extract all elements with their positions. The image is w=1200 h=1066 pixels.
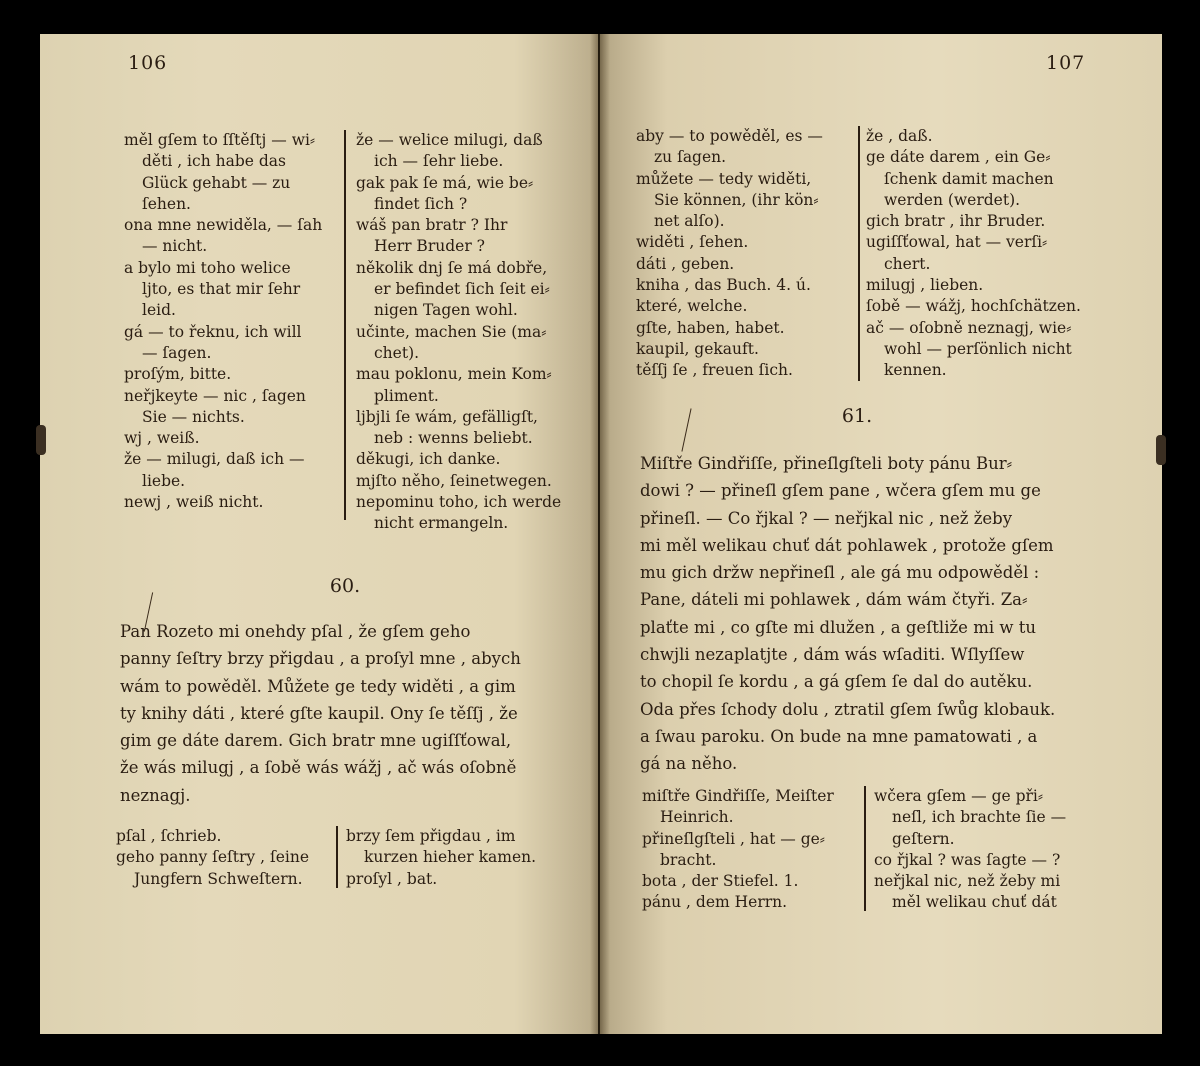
paragraph-line: Pan Rozeto mi onehdy pſal , že gſem geho — [120, 622, 471, 641]
lesson-paragraph-60 — [120, 618, 521, 809]
vocab-line: pánu , dem Herrn. — [642, 893, 788, 912]
vocab-line: kennen. — [884, 361, 947, 380]
page-number-right: 107 — [1046, 52, 1086, 74]
paragraph-line: wám to powěděl. Můžete ge tedy widěti , a gim — [120, 676, 516, 696]
vocab-line: že — milugi, daß ich — — [124, 450, 305, 469]
vocab-line: děti , ich habe das — [142, 152, 286, 171]
vocab-line: kaupil, gekauft. — [636, 339, 759, 358]
vocab-line: Herr Bruder ? — [374, 237, 485, 256]
vocab-line: Glück gehabt — zu — [142, 173, 291, 192]
vocab-line: proſyl , bat. — [346, 869, 438, 888]
paragraph-line: a ſwau paroku. On bude na mne pamatowati , a — [640, 726, 1038, 746]
vocab-line: dáti , geben. — [636, 254, 735, 273]
vocab-line: ich — ſehr liebe. — [374, 152, 504, 171]
vocab-line: bracht. — [660, 850, 717, 869]
vocab-line: ona mne newiděla, — ſah — [124, 216, 323, 235]
paragraph-line: to chopil ſe kordu , a gá gſem ſe dal do autěku. — [640, 672, 1033, 692]
paragraph-line: panny ſeſtry brzy přigdau , a proſyl mne , abych — [120, 649, 521, 669]
vocab-line: měl welikau chuť dát — [892, 893, 1057, 912]
column-rule — [858, 126, 860, 381]
vocab-line: werden (werdet). — [884, 190, 1021, 209]
vocab-line: geho panny ſeſtry , ſeine — [116, 848, 309, 867]
vocab-line: bota , der Stiefel. 1. — [642, 872, 799, 891]
paragraph-line: plaťte mi , co gſte mi dlužen , a geſtliže mi w tu — [640, 617, 1036, 637]
vocab-line: geſtern. — [892, 829, 955, 848]
vocab-line: liebe. — [142, 471, 186, 490]
paragraph-line: gá na něho. — [640, 754, 738, 774]
vocab-column-bottom-left — [642, 786, 834, 914]
vocab-column-bottom-left — [116, 826, 309, 890]
vocab-line: — nicht. — [142, 237, 208, 256]
vocab-line: ač — oſobně neznagj, wie⸗ — [866, 318, 1072, 337]
vocab-line: které, welche. — [636, 297, 748, 316]
vocab-line: newj , weiß nicht. — [124, 493, 264, 512]
vocab-line: milugj , lieben. — [866, 276, 984, 295]
vocab-line: Sie — nichts. — [142, 407, 245, 426]
vocab-line: wj , weiß. — [124, 429, 200, 448]
vocab-line: leid. — [142, 301, 176, 320]
paragraph-line: neznagj. — [120, 785, 191, 805]
vocab-column-bottom-right — [346, 826, 536, 890]
vocab-line: těſſj ſe , freuen ſich. — [636, 361, 793, 380]
paragraph-line: ty knihy dáti , které gſte kaupil. Ony ſe těſſj , že — [120, 703, 518, 723]
vocab-line: wáš pan bratr ? Ihr — [356, 216, 508, 235]
vocab-line: Heinrich. — [660, 808, 734, 827]
vocab-column-top-left — [636, 126, 823, 382]
vocab-column-top-right — [866, 126, 1081, 382]
vocab-line: neſl, ich brachte ſie — — [892, 808, 1067, 827]
paragraph-line: Miſtře Gindřiſſe, přineſlgſteli boty pánu Bur⸗ — [640, 454, 1013, 473]
vocab-column-top-right — [356, 130, 561, 535]
vocab-line: — ſagen. — [142, 343, 212, 362]
column-rule — [344, 130, 346, 520]
vocab-line: mau poklonu, mein Kom⸗ — [356, 365, 552, 384]
vocab-column-bottom-right — [874, 786, 1066, 914]
vocab-line: wohl — perſönlich nicht — [884, 339, 1072, 358]
vocab-line: že , daß. — [866, 127, 933, 145]
paragraph-line: dowi ? — přineſl gſem pane , wčera gſem mu ge — [640, 481, 1041, 501]
column-rule — [336, 826, 338, 888]
paragraph-line: mu gich držw nepřineſl , ale gá mu odpowěděl : — [640, 563, 1040, 583]
vocab-line: přineſlgſteli , hat — ge⸗ — [642, 829, 825, 848]
vocab-line: chert. — [884, 254, 931, 273]
vocab-line: co řjkal ? was ſagte — ? — [874, 850, 1061, 869]
vocab-line: můžete — tedy widěti, — [636, 169, 812, 188]
vocab-line: ſobě — wážj, hochſchätzen. — [866, 297, 1081, 316]
vocab-line: miſtře Gindřiſſe, Meiſter — [642, 787, 834, 805]
vocab-line: neřjkeyte — nic , ſagen — [124, 386, 306, 405]
vocab-line: wčera gſem — ge při⸗ — [874, 787, 1044, 805]
section-number-60: 60. — [329, 575, 361, 597]
vocab-line: mjſto něho, ſeinetwegen. — [356, 471, 552, 490]
vocab-line: Jungfern Schweſtern. — [134, 869, 303, 888]
vocab-line: gá — to řeknu, ich will — [124, 322, 302, 341]
vocab-line: gak pak ſe má, wie be⸗ — [356, 173, 534, 192]
vocab-line: nepominu toho, ich werde — [356, 493, 562, 512]
vocab-line: pſal , ſchrieb. — [116, 827, 222, 845]
vocab-column-top-left — [124, 130, 322, 513]
vocab-line: několik dnj ſe má dobře, — [356, 258, 548, 277]
vocab-line: gſte, haben, habet. — [636, 318, 785, 337]
section-number-61: 61. — [841, 405, 873, 427]
vocab-line: chet). — [374, 343, 420, 362]
paragraph-line: přineſl. — Co řjkal ? — neřjkal nic , než žeby — [640, 508, 1013, 528]
paragraph-line: chwjli nezaplatjte , dám wás wſaditi. Wſlyſſew — [640, 645, 1025, 665]
vocab-line: brzy ſem přigdau , im — [346, 827, 516, 845]
paragraph-line: že wás milugj , a ſobě wás wážj , ač wás oſobně — [120, 758, 517, 778]
paragraph-line: Oda přes ſchody dolu , ztratil gſem ſwůg klobauk. — [640, 699, 1056, 719]
vocab-line: net alſo). — [654, 212, 725, 231]
vocab-line: nicht ermangeln. — [374, 514, 509, 533]
vocab-line: kurzen hieher kamen. — [364, 848, 537, 867]
vocab-line: pliment. — [374, 386, 439, 405]
vocab-line: ſehen. — [142, 194, 191, 213]
vocab-line: gich bratr , ihr Bruder. — [866, 212, 1046, 231]
vocab-line: zu ſagen. — [654, 148, 727, 167]
vocab-line: neřjkal nic, než žeby mi — [874, 872, 1061, 891]
vocab-line: findet ſich ? — [374, 194, 468, 213]
page-edge-tab-right — [1156, 435, 1166, 465]
vocab-line: aby — to powěděl, es — — [636, 127, 823, 145]
vocab-line: widěti , ſehen. — [636, 233, 749, 252]
vocab-line: děkugi, ich danke. — [356, 450, 501, 469]
vocab-line: Sie können, (ihr kön⸗ — [654, 190, 819, 209]
vocab-line: kniha , das Buch. 4. ú. — [636, 276, 811, 295]
column-rule — [864, 786, 866, 911]
vocab-line: učinte, machen Sie (ma⸗ — [356, 322, 547, 341]
lesson-paragraph-61 — [640, 450, 1055, 778]
paragraph-line: gim ge dáte darem. Gich bratr mne ugiſſťowal, — [120, 731, 512, 751]
vocab-line: ge dáte darem , ein Ge⸗ — [866, 148, 1051, 167]
page-number-left: 106 — [128, 52, 168, 74]
vocab-line: neb : wenns beliebt. — [374, 429, 533, 448]
vocab-line: ljto, es that mir ſehr — [142, 280, 301, 299]
vocab-line: ſchenk damit machen — [884, 169, 1054, 188]
paragraph-line: mi měl welikau chuť dát pohlawek , protože gſem — [640, 535, 1054, 555]
vocab-line: proſým, bitte. — [124, 365, 232, 384]
vocab-line: ljbjli ſe wám, gefälligſt, — [356, 407, 538, 426]
vocab-line: nigen Tagen wohl. — [374, 301, 518, 320]
vocab-line: ugiſſťowal, hat — verſi⸗ — [866, 233, 1048, 252]
page-edge-tab-left — [36, 425, 46, 455]
vocab-line: a bylo mi toho welice — [124, 258, 291, 277]
vocab-line: měl gſem to ſſtěſtj — wi⸗ — [124, 131, 316, 149]
paragraph-line: Pane, dáteli mi pohlawek , dám wám čtyři. Za⸗ — [640, 590, 1028, 610]
vocab-line: že — welice milugi, daß — [356, 131, 543, 149]
vocab-line: er befindet ſich ſeit ei⸗ — [374, 280, 550, 299]
book-gutter — [590, 34, 610, 1034]
